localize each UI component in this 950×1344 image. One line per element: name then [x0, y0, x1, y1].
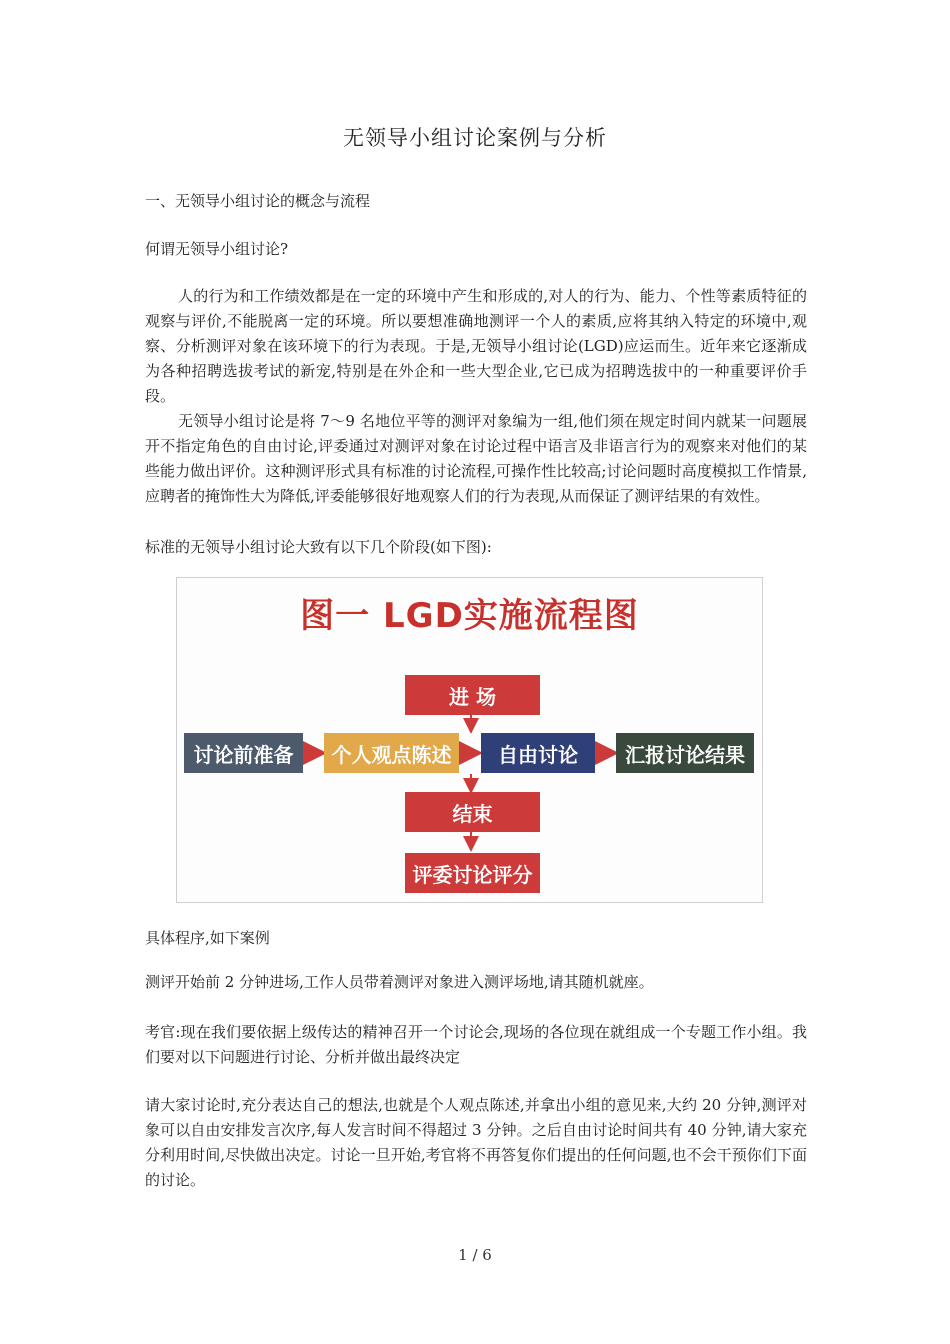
- question-heading: 何谓无领导小组讨论?: [145, 240, 289, 258]
- step-end: 结束: [405, 792, 540, 832]
- step-free-discussion: 自由讨论: [481, 733, 595, 773]
- page-title: 无领导小组讨论案例与分析: [343, 126, 607, 150]
- lgd-flowchart: [176, 577, 763, 903]
- step-judge-scoring: 评委讨论评分: [405, 853, 540, 893]
- paragraph-entry: 测评开始前 2 分钟进场,工作人员带着测评对象进入测评场地,请其随机就座。: [145, 973, 654, 991]
- paragraph-definition: 无领导小组讨论是将 7～9 名地位平等的测评对象编为一组,他们须在规定时间内就某一问题展开不指定角色的自由讨论,评委通过对测评对象在讨论过程中语言及非语言行为的观察来对他们的某些能力做出评价。这种测评形式具有标准的讨论流程,可操作性比较高;讨论问题时高度模拟工作情景,应聘者的掩饰性大为降低,评委能够很好地观察人们的行为表现,从而保证了测评结果的有效性。: [145, 412, 807, 505]
- step-enter: 进 场: [405, 675, 540, 715]
- step-preparation: 讨论前准备: [184, 733, 303, 773]
- step-personal-statement: 个人观点陈述: [324, 733, 459, 773]
- page-number: 1 / 6: [458, 1246, 492, 1264]
- paragraph-instructions: 请大家讨论时,充分表达自己的想法,也就是个人观点陈述,并拿出小组的意见来,大约 20 分钟,测评对象可以自由安排发言次序,每人发言时间不得超过 3 分钟。之后自由讨论时间共有 40 分钟,请大家充分利用时间,尽快做出决定。讨论一旦开始,考官将不再答复你们提出的任何问题,也不会干预你们下面的讨论。: [145, 1096, 807, 1189]
- step-report-results: 汇报讨论结果: [616, 733, 754, 773]
- stages-intro: 标准的无领导小组讨论大致有以下几个阶段(如下图):: [145, 538, 492, 556]
- paragraph-examiner: 考官:现在我们要依据上级传达的精神召开一个讨论会,现场的各位现在就组成一个专题工作小组。我们要对以下问题进行讨论、分析并做出最终决定: [145, 1023, 807, 1066]
- paragraph-intro: 人的行为和工作绩效都是在一定的环境中产生和形成的,对人的行为、能力、个性等素质特征的观察与评价,不能脱离一定的环境。所以要想准确地测评一个人的素质,应将其纳入特定的环境中,观察、分析测评对象在该环境下的行为表现。于是,无领导小组讨论(LGD)应运而生。近年来它逐渐成为各种招聘选拔考试的新宠,特别是在外企和一些大型企业,它已成为招聘选拔中的一种重要评价手段。: [145, 287, 807, 405]
- flowchart-title: 图一 LGD实施流程图: [300, 596, 639, 636]
- section-heading: 一、无领导小组讨论的概念与流程: [145, 192, 371, 210]
- procedure-heading: 具体程序,如下案例: [145, 929, 270, 947]
